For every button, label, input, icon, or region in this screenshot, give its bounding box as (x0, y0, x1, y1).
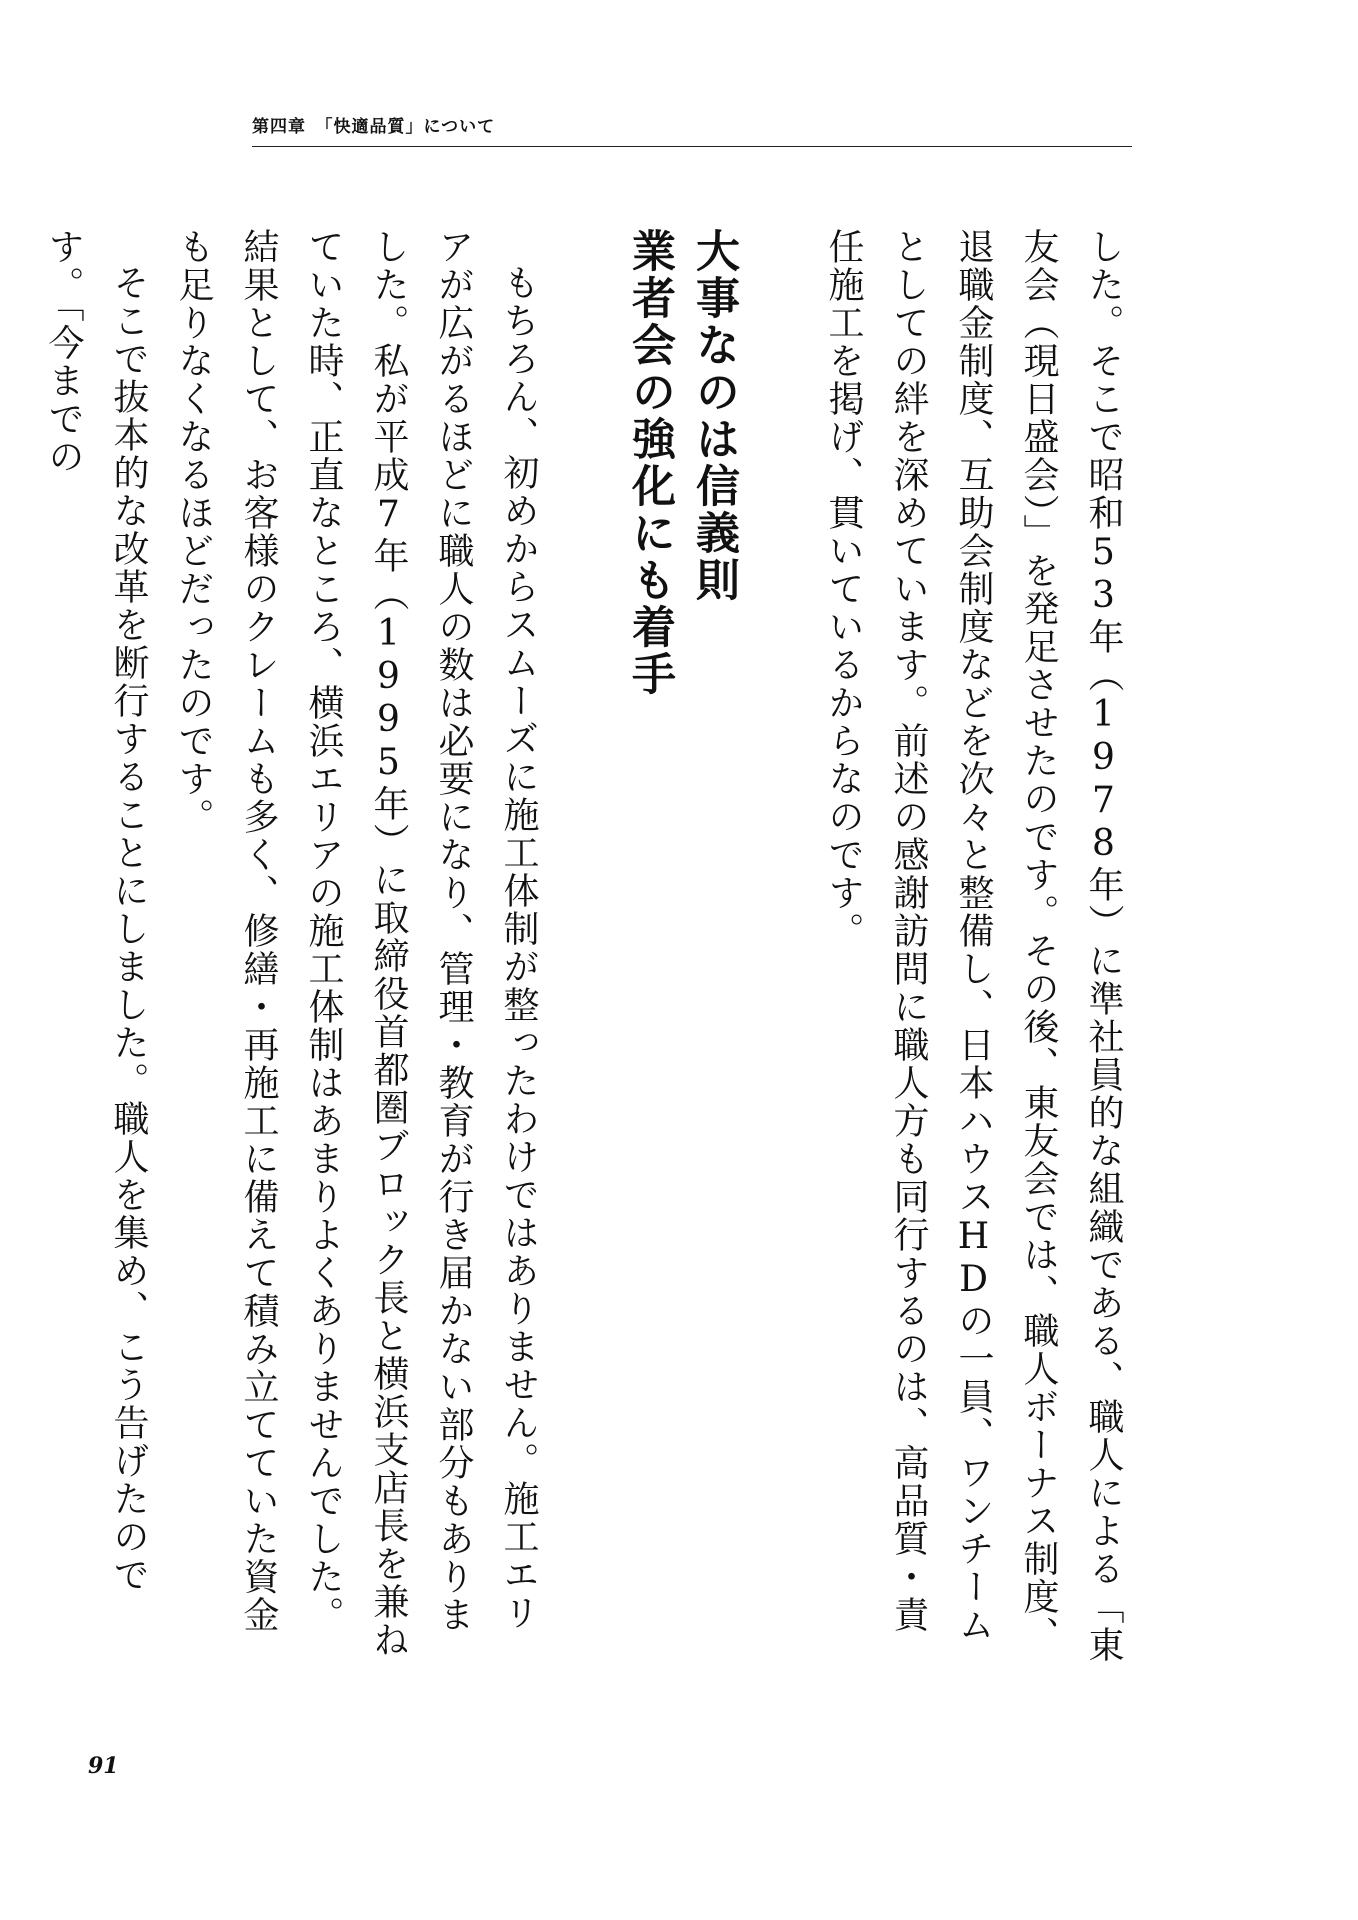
heading-spacer (551, 228, 617, 1668)
vertical-body-text (31, 228, 1136, 1668)
paragraph-2: もちろん、初めからスムーズに施工体制が整ったわけではありません。施工エリアが広がるほどに職人の数は必要になり、管理・教育が行き届かない部分もありました。私が平成7年（1995年）に取締役首都圏ブロック長と横浜支店長を兼ねていた時、正直なところ、横浜エリアの施工体制はあまりよくありませんでした。結果として、お客様のクレームも多く、修繕・再施工に備えて積み立てていた資金も足りなくなるほどだったのです。 (173, 228, 539, 1659)
paragraph-3: そこで抜本的な改革を断行することにしました。職人を集め、こう告げたのです。「今までの (43, 228, 149, 1594)
running-head: 第四章 「快適品質」について (252, 117, 496, 137)
section-heading-line-2: 業者会の強化にも着手 (624, 228, 675, 698)
section-heading-line-1: 大事なのは信義則 (688, 228, 739, 604)
paragraph-continued: した。そこで昭和53年（1978年）に準社員的な組織である、職人による「東友会（現日盛会）」を発足させたのです。その後、東友会では、職人ボーナス制度、退職金制度、互助会制度などを次々と整備し、日本ハウスHDの一員、ワンチームとしての絆を深めています。前述の感謝訪問に職人方も同行するのは、高品質・責任施工を掲げ、貫いているからなのです。 (823, 228, 1124, 1664)
page-number: 91 (88, 1753, 119, 1779)
header-rule (252, 146, 1132, 147)
heading-spacer (745, 228, 811, 1668)
